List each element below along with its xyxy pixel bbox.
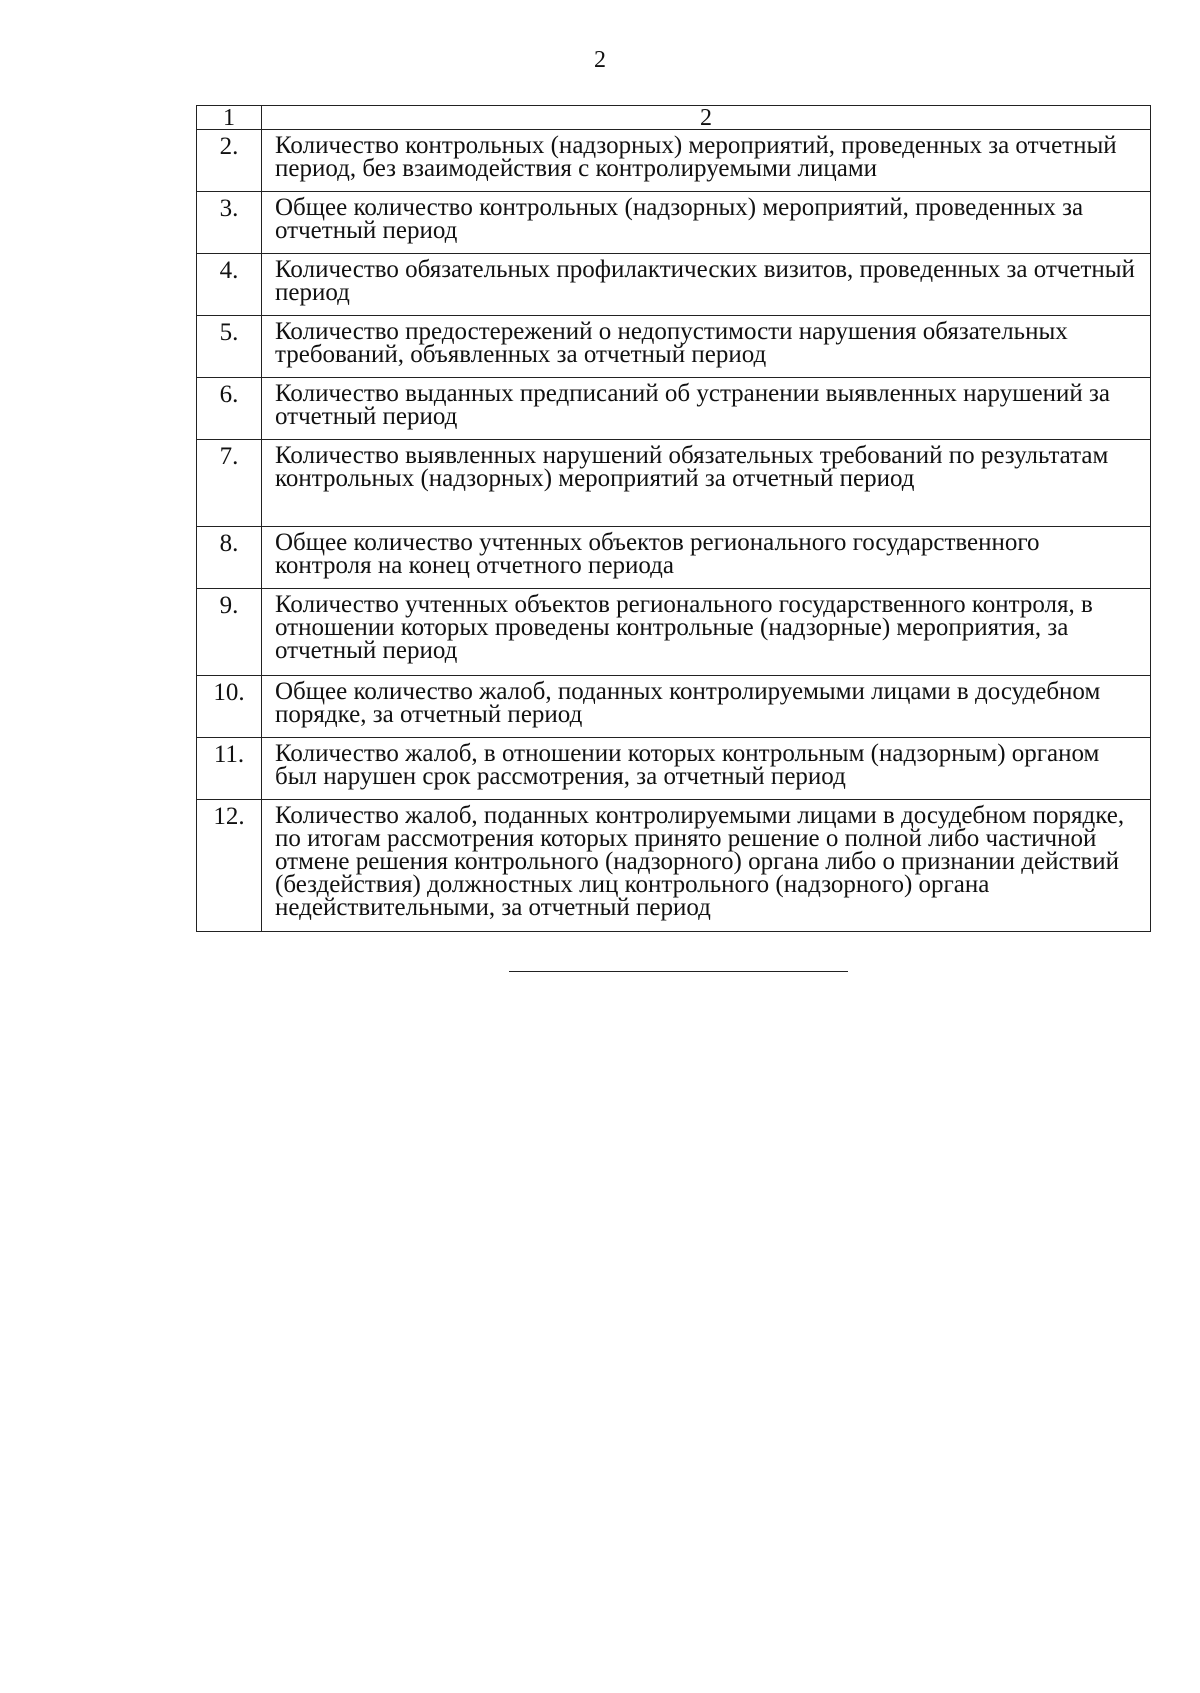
table-row: [197, 589, 1151, 676]
row-number: 10.: [197, 676, 262, 738]
row-text: Общее количество жалоб, поданных контролируемыми лицами в досудебном порядке, за отчетный период: [262, 676, 1151, 738]
header-col-1: 1: [197, 106, 262, 130]
table-row: [197, 527, 1151, 589]
row-text: Общее количество контрольных (надзорных) мероприятий, проведенных за отчетный период: [262, 192, 1151, 254]
page-number: 2: [594, 47, 606, 73]
row-number: 9.: [197, 589, 262, 676]
row-text: Количество жалоб, в отношении которых контрольным (надзорным) органом был нарушен срок рассмотрения, за отчетный период: [262, 738, 1151, 800]
table-row: [197, 316, 1151, 378]
table-row: [197, 378, 1151, 440]
table-row: [197, 192, 1151, 254]
row-number: 7.: [197, 440, 262, 527]
table-row: [197, 130, 1151, 192]
header-col-2: 2: [262, 106, 1151, 130]
row-text: Количество обязательных профилактических визитов, проведенных за отчетный период: [262, 254, 1151, 316]
row-text: Количество жалоб, поданных контролируемыми лицами в досудебном порядке, по итогам рассмотрения которых принято решение о полной либо частичной отмене решения контрольного (надзорного) органа либо о признании действий (бездействия) должностных лиц контрольного (надзорного) органа недействительными, за отчетный период: [262, 800, 1151, 932]
table-row: [197, 676, 1151, 738]
indicators-table: [196, 105, 1151, 932]
row-number: 4.: [197, 254, 262, 316]
row-text: Количество выданных предписаний об устранении выявленных нарушений за отчетный период: [262, 378, 1151, 440]
row-text: Количество выявленных нарушений обязательных требований по результатам контрольных (надзорных) мероприятий за отчетный период: [262, 440, 1151, 527]
row-number: 8.: [197, 527, 262, 589]
row-number: 2.: [197, 130, 262, 192]
row-number: 12.: [197, 800, 262, 932]
row-text: Общее количество учтенных объектов регионального государственного контроля на конец отчетного периода: [262, 527, 1151, 589]
row-text: Количество предостережений о недопустимости нарушения обязательных требований, объявленных за отчетный период: [262, 316, 1151, 378]
row-text: Количество контрольных (надзорных) мероприятий, проведенных за отчетный период, без взаимодействия с контролируемыми лицами: [262, 130, 1151, 192]
row-number: 11.: [197, 738, 262, 800]
table-row: [197, 254, 1151, 316]
row-number: 6.: [197, 378, 262, 440]
row-number: 3.: [197, 192, 262, 254]
end-of-document-rule: [509, 971, 848, 972]
row-text: Количество учтенных объектов регионального государственного контроля, в отношении которых проведены контрольные (надзорные) мероприятия, за отчетный период: [262, 589, 1151, 676]
table-header-row: [197, 106, 1151, 130]
table-row: [197, 738, 1151, 800]
row-number: 5.: [197, 316, 262, 378]
table-row: [197, 440, 1151, 527]
table-row: [197, 800, 1151, 932]
